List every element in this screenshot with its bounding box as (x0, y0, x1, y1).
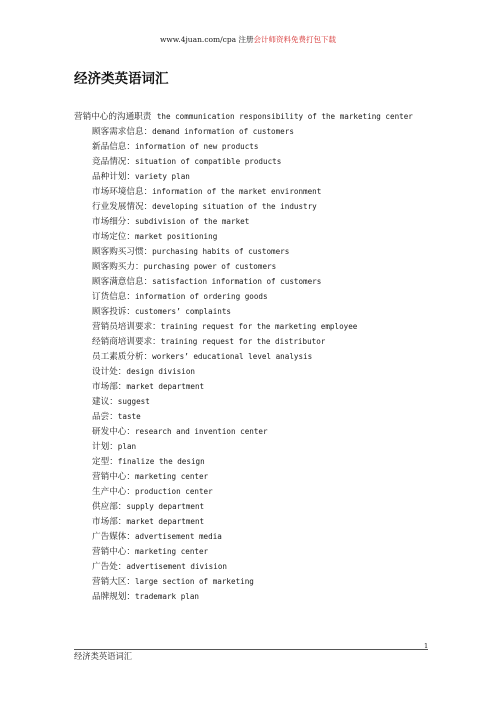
vocab-chinese-term: 竞品情况： (92, 157, 135, 167)
vocab-english-term: the communication responsibility of the marketing center (156, 112, 413, 121)
vocab-english-term: situation of compatible products (134, 157, 282, 166)
vocab-chinese-term: 顾客投诉： (92, 307, 135, 317)
vocab-english-term: satisfaction information of customers (152, 277, 322, 286)
header-promo-link[interactable]: 会计师资料免费打包下载 (253, 35, 337, 44)
vocab-entry (0, 334, 496, 349)
vocab-chinese-term: 顾客需求信息： (92, 127, 153, 137)
page-footer: 经济类英语词汇 (74, 651, 133, 661)
vocab-entry (0, 304, 496, 319)
vocab-entry (0, 139, 496, 154)
vocab-english-term: market positioning (134, 232, 218, 241)
vocab-chinese-term: 营销中心： (92, 547, 135, 557)
vocab-chinese-term: 研发中心： (92, 427, 135, 437)
vocab-entry (0, 514, 496, 529)
vocab-chinese-term: 定型： (92, 457, 118, 467)
vocab-english-term: information of the market environment (152, 187, 322, 196)
vocab-english-term: subdivision of the market (134, 217, 250, 226)
vocab-chinese-term: 营销大区： (92, 577, 135, 587)
vocab-entry (0, 349, 496, 364)
vocab-chinese-term: 顾客购买力： (92, 262, 144, 272)
vocab-entry (0, 214, 496, 229)
footer-divider (74, 649, 428, 650)
vocab-entry (0, 439, 496, 454)
vocab-entry (0, 244, 496, 259)
document-title: 经济类英语词汇 (74, 71, 169, 87)
page-number: 1 (424, 642, 429, 650)
vocab-chinese-term: 设计处： (92, 367, 127, 377)
vocab-chinese-term: 行业发展情况： (92, 202, 153, 212)
vocab-chinese-term: 市场定位： (92, 232, 135, 242)
vocab-chinese-term: 顾客满意信息： (92, 277, 153, 287)
vocab-english-term: information of new products (134, 142, 259, 151)
vocab-chinese-term: 新品信息： (92, 142, 135, 152)
vocab-entry (0, 394, 496, 409)
vocab-entry (0, 544, 496, 559)
vocab-chinese-term: 品牌规划： (92, 592, 135, 602)
vocab-english-term: plan (117, 442, 137, 451)
vocab-entry (0, 229, 496, 244)
vocab-chinese-term: 顾客购买习惯： (92, 247, 153, 257)
vocab-english-term: production center (134, 487, 213, 496)
header-register-text: 注册 (236, 35, 254, 44)
vocab-english-term: market department (126, 517, 205, 526)
vocab-entry (0, 559, 496, 574)
vocab-entry (0, 589, 496, 604)
vocabulary-list (0, 109, 496, 604)
vocab-entry (0, 109, 496, 124)
vocab-chinese-term: 计划： (92, 442, 118, 452)
vocab-english-term: marketing center (134, 547, 209, 556)
vocab-chinese-term: 广告处： (92, 562, 127, 572)
vocab-english-term: large section of marketing (134, 577, 254, 586)
vocab-entry (0, 499, 496, 514)
vocab-entry (0, 409, 496, 424)
vocab-entry (0, 259, 496, 274)
vocab-chinese-term: 营销中心的沟通职责 (74, 112, 152, 122)
vocab-english-term: variety plan (134, 172, 190, 181)
vocab-english-term: training request for the marketing employee (160, 322, 358, 331)
vocab-english-term: workers’ educational level analysis (152, 352, 313, 361)
header-site-link[interactable]: www.4juan.com/cpa (159, 35, 237, 44)
vocab-chinese-term: 广告媒体： (92, 532, 135, 542)
vocab-chinese-term: 品尝： (92, 412, 118, 422)
vocab-entry (0, 529, 496, 544)
vocab-entry (0, 454, 496, 469)
vocab-chinese-term: 经销商培训要求： (92, 337, 161, 347)
vocab-english-term: research and invention center (134, 427, 268, 436)
vocab-english-term: customers’ complaints (134, 307, 231, 316)
vocab-english-term: information of ordering goods (134, 292, 268, 301)
vocab-english-term: taste (117, 412, 141, 421)
vocab-entry (0, 424, 496, 439)
vocab-entry (0, 154, 496, 169)
vocab-english-term: market department (126, 382, 205, 391)
vocab-english-term: advertisement media (134, 532, 222, 541)
vocab-english-term: purchasing habits of customers (152, 247, 290, 256)
vocab-entry (0, 124, 496, 139)
vocab-english-term: suggest (117, 397, 150, 406)
vocab-entry (0, 184, 496, 199)
vocab-entry (0, 484, 496, 499)
vocab-chinese-term: 供应部： (92, 502, 127, 512)
vocab-english-term: developing situation of the industry (152, 202, 317, 211)
page-header (0, 35, 496, 45)
vocab-entry (0, 274, 496, 289)
vocab-english-term: finalize the design (117, 457, 205, 466)
vocab-entry (0, 379, 496, 394)
vocab-english-term: purchasing power of customers (143, 262, 277, 271)
vocab-chinese-term: 品种计划： (92, 172, 135, 182)
vocab-entry (0, 199, 496, 214)
vocab-entry (0, 289, 496, 304)
vocab-chinese-term: 市场环境信息： (92, 187, 153, 197)
vocab-chinese-term: 营销员培训要求： (92, 322, 161, 332)
vocab-entry (0, 574, 496, 589)
vocab-english-term: supply department (126, 502, 205, 511)
vocab-chinese-term: 订货信息： (92, 292, 135, 302)
vocab-chinese-term: 生产中心： (92, 487, 135, 497)
vocab-english-term: demand information of customers (152, 127, 294, 136)
vocab-chinese-term: 市场细分： (92, 217, 135, 227)
vocab-chinese-term: 市场部： (92, 517, 127, 527)
vocab-chinese-term: 员工素质分析： (92, 352, 153, 362)
vocab-chinese-term: 建议： (92, 397, 118, 407)
vocab-chinese-term: 营销中心： (92, 472, 135, 482)
vocab-entry (0, 469, 496, 484)
vocab-entry (0, 169, 496, 184)
vocab-chinese-term: 市场部： (92, 382, 127, 392)
vocab-english-term: advertisement division (126, 562, 227, 571)
vocab-entry (0, 319, 496, 334)
vocab-entry (0, 364, 496, 379)
vocab-english-term: design division (126, 367, 195, 376)
vocab-english-term: marketing center (134, 472, 209, 481)
vocab-english-term: training request for the distributor (160, 337, 326, 346)
vocab-english-term: trademark plan (134, 592, 199, 601)
